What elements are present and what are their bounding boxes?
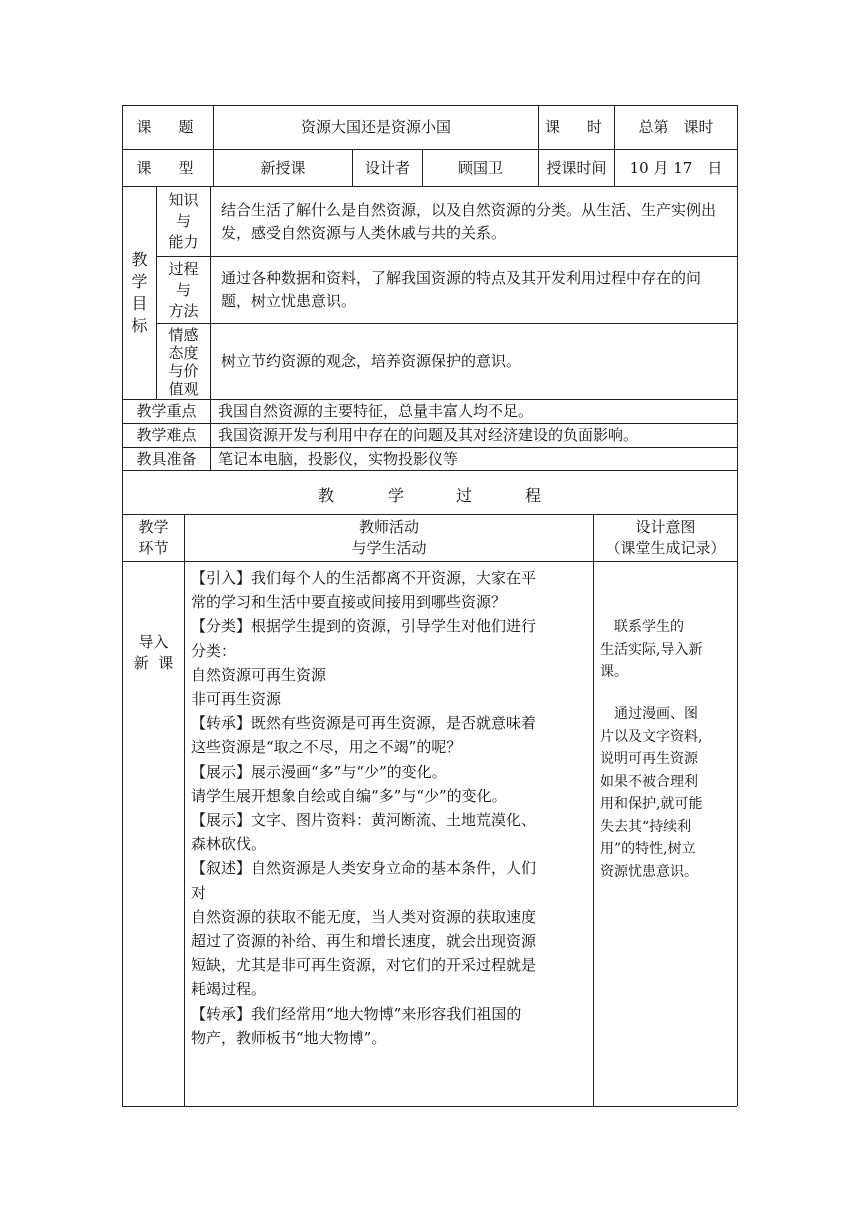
intent-text-comic [600,703,734,883]
activity-line: 【转承】既然有些资源是可再生资源，是否就意味着 [191,714,537,733]
date-label: 授课时间 [546,158,607,177]
key-point-label: 教学重点 [136,402,197,420]
process-header-activity: 教师活动 与学生活动 [351,518,427,557]
activity-line: 【转承】我们经常用“地大物博”来形容我们祖国的 [191,1004,522,1023]
difficulty-text: 我国资源开发与利用中存在的问题及其对经济建设的负面影响。 [218,426,639,444]
type-value: 新授课 [260,158,306,177]
period-value: 总第 课时 [638,118,714,136]
intent-line: 如果不被合理利 [600,773,698,790]
designer-label: 设计者 [364,158,410,177]
topic-value: 资源大国还是资源小国 [300,118,451,136]
process-title: 教 学 过 程 [318,486,542,505]
intent-line: 生活实际,导入新 [600,641,703,658]
goal-knowledge-text: 结合生活了解什么是自然资源，以及自然资源的分类。从生活、生产实例出发，感受自然资源与人类休戚与共的关系。 [221,200,717,242]
activity-line: 森林砍伐。 [191,835,267,854]
intent-line: 课。 [600,664,628,680]
goal-knowledge-label: 知识 与 能力 [168,191,199,251]
activity-line: 超过了资源的补给、再生和增长速度，就会出现资源 [191,932,537,951]
intent-line: 通过漫画、图 [600,706,698,722]
grid-line [122,1106,737,1107]
intent-line: 片以及文字资料, [600,728,703,745]
activity-line: 常的学习和生活中要直接或间接用到哪些资源？ [191,593,507,612]
intent-line: 资源忧患意识。 [600,863,698,880]
process-header-intent: 设计意图 （课堂生成记录） [605,518,726,557]
activity-line: 【展示】展示漫画“多”与“少”的变化。 [191,762,447,781]
activity-line: 自然资源的获取不能无度，当人类对资源的获取速度 [191,907,537,926]
activity-line: 【引入】我们每个人的生活都离不开资源，大家在平 [191,569,537,587]
goals-label: 教 学 目 标 [131,250,148,335]
key-point-text: 我国自然资源的主要特征，总量丰富人均不足。 [218,402,534,420]
tools-text: 笔记本电脑，投影仪，实物投影仪等 [218,449,459,468]
intent-line: 失去其“持续利 [600,818,692,835]
activity-line: 这些资源是“取之不尽，用之不竭”的呢？ [191,738,462,757]
activity-text [191,566,591,1050]
activity-line: 自然资源可再生资源 [191,665,327,684]
intent-line: 说明可再生资源 [600,751,698,767]
grid-line [593,514,594,1106]
stage-intro-label: 导入 新 课 [133,633,174,672]
intent-line: 用”的特性,树立 [600,841,696,857]
activity-line: 对 [191,883,207,902]
activity-line: 物产，教师板书“地大物博”。 [191,1028,387,1047]
intent-line: 用和保护,就可能 [600,796,703,812]
grid-line [210,399,211,470]
grid-line [122,561,737,562]
activity-line: 非可再生资源 [191,690,282,709]
goal-process-text: 通过各种数据和资料，了解我国资源的特点及其开发利用过程中存在的问题，树立忧患意识。 [221,269,702,310]
activity-line: 短缺，尤其是非可再生资源，对它们的开采过程就是 [191,956,537,975]
period-label: 课 时 [544,118,608,136]
tools-label: 教具准备 [136,449,197,468]
activity-line: 【分类】根据学生提到的资源，引导学生对他们进行 [191,617,537,636]
grid-line [737,105,738,1106]
intent-text-intro [600,616,734,684]
activity-line: 分类： [191,641,237,660]
activity-line: 耗竭过程。 [191,980,267,999]
type-label: 课 型 [136,158,200,177]
activity-line: 请学生展开想象自绘或自编“多”与“少”的变化。 [191,786,507,805]
designer-value: 顾国卫 [457,158,503,177]
grid-line [210,186,211,399]
goal-process-label: 过程 与 方法 [168,259,199,320]
topic-label: 课 题 [136,118,200,136]
activity-line: 【展示】文字、图片资料：黄河断流、土地荒漠化、 [191,811,537,830]
activity-line: 【叙述】自然资源是人类安身立命的基本条件，人们 [191,859,537,878]
intent-line: 联系学生的 [600,619,684,635]
process-header-stage: 教学 环节 [138,518,169,557]
date-value: 10 月 17 日 [629,158,723,177]
grid-line [184,514,185,1106]
difficulty-label: 教学难点 [136,426,197,444]
goal-attitude-text: 树立节约资源的观念，培养资源保护的意识。 [221,352,522,370]
goal-attitude-label: 情感 态度 与价 值观 [168,325,199,398]
